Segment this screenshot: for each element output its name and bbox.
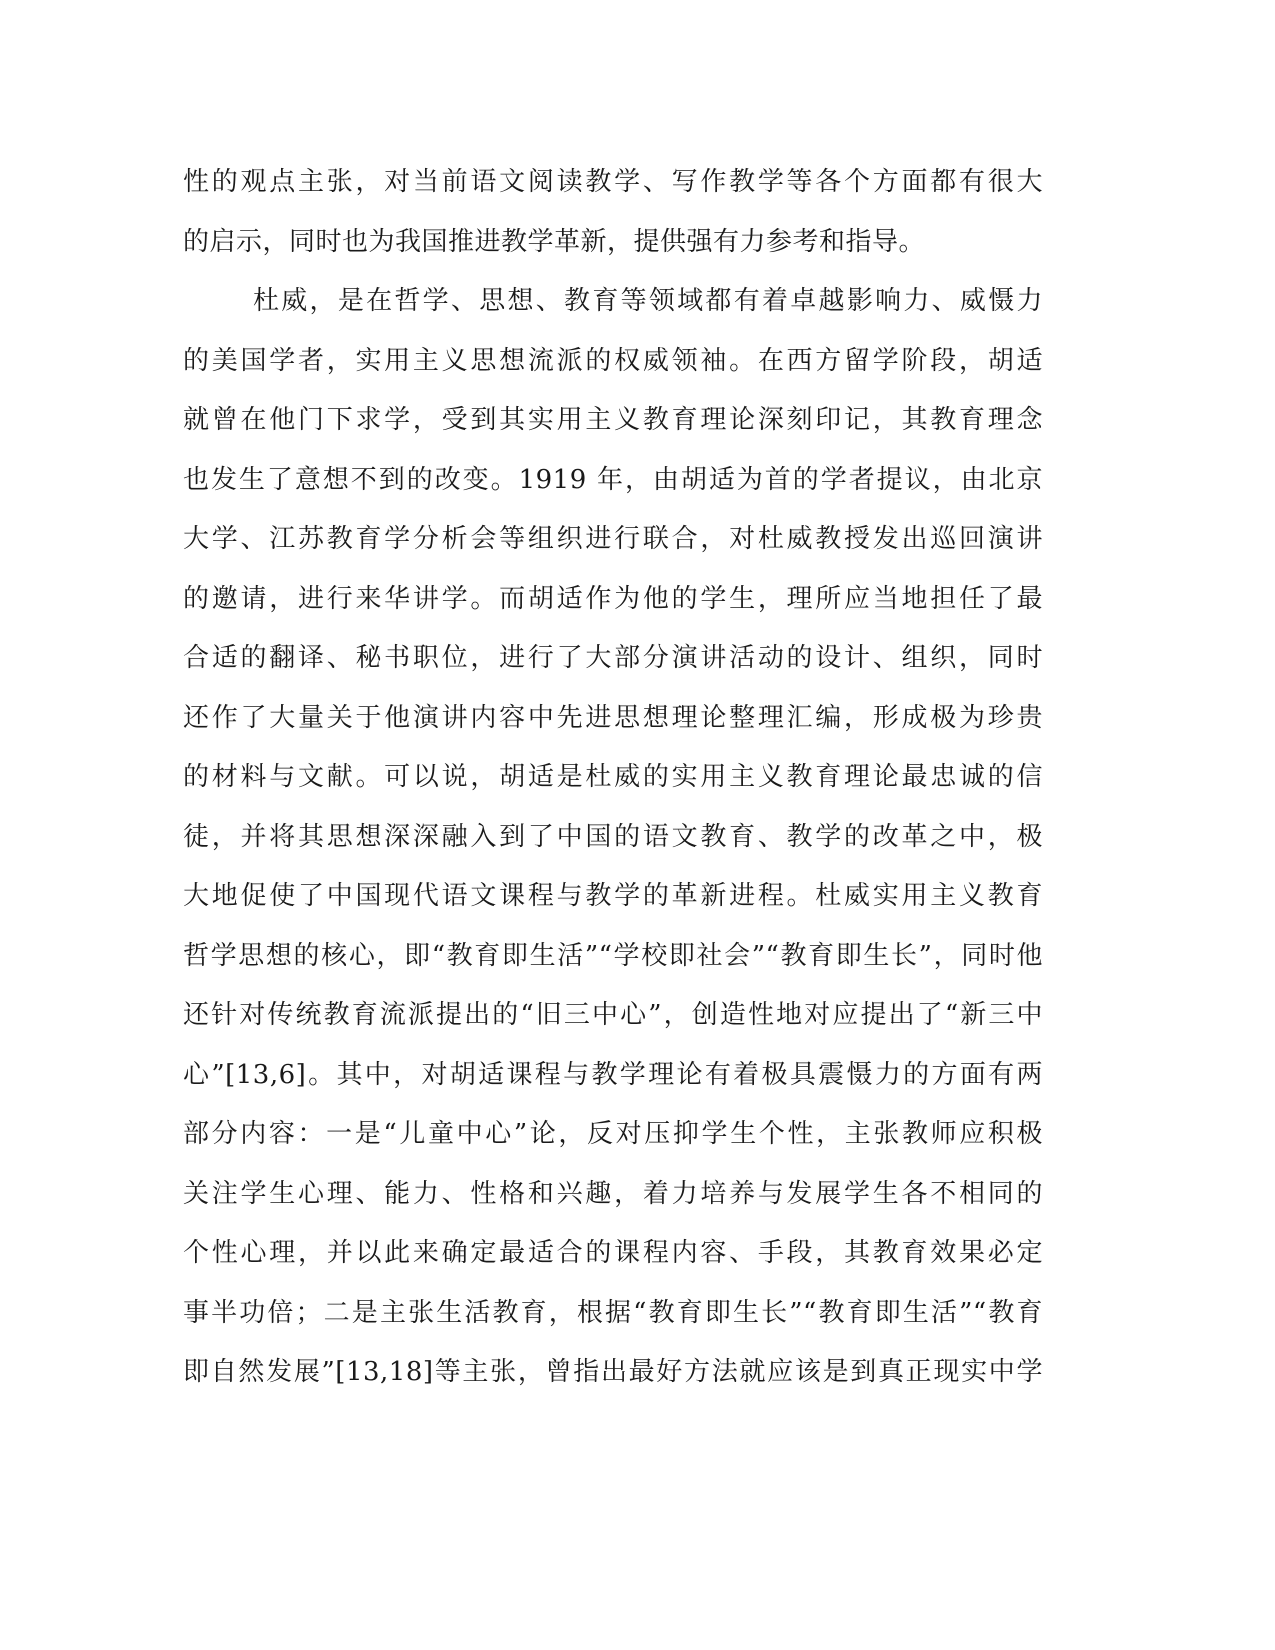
paragraph-first-line: 杜威，是在哲学、思想、教育等领域都有着卓越影响力、威慑力 [253,286,1043,316]
body-text [183,153,1043,1403]
text-line: 部分内容：一是“儿童中心”论，反对压抑学生个性，主张教师应积极 [183,1119,1043,1149]
text-line: 大地促使了中国现代语文课程与教学的革新进程。杜威实用主义教育 [183,881,1043,911]
text-line: 的美国学者，实用主义思想流派的权威领袖。在西方留学阶段，胡适 [183,345,1043,376]
text-line: 心”[13,6]。其中，对胡适课程与教学理论有着极具震慑力的方面有两 [183,1059,1043,1090]
text-line: 事半功倍；二是主张生活教育，根据“教育即生长”“教育即生活”“教育 [183,1297,1043,1328]
text-line: 的材料与文献。可以说，胡适是杜威的实用主义教育理论最忠诚的信 [183,762,1043,792]
text-line: 的启示，同时也为我国推进教学革新，提供强有力参考和指导。 [183,226,926,257]
text-line: 关注学生心理、能力、性格和兴趣，着力培养与发展学生各不相同的 [183,1178,1043,1209]
text-line: 的邀请，进行来华讲学。而胡适作为他的学生，理所应当地担任了最 [183,583,1043,614]
text-line: 还针对传统教育流派提出的“旧三中心”，创造性地对应提出了“新三中 [183,1000,1043,1030]
text-line: 徒，并将其思想深深融入到了中国的语文教育、教学的改革之中，极 [183,821,1043,852]
text-line: 个性心理，并以此来确定最适合的课程内容、手段，其教育效果必定 [183,1238,1043,1268]
text-line: 还作了大量关于他演讲内容中先进思想理论整理汇编，形成极为珍贵 [183,702,1043,733]
text-line: 即自然发展”[13,18]等主张，曾指出最好方法就应该是到真正现实中学 [183,1357,1043,1387]
text-line: 性的观点主张，对当前语文阅读教学、写作教学等各个方面都有很大 [183,167,1043,197]
text-line: 合适的翻译、秘书职位，进行了大部分演讲活动的设计、组织，同时 [183,643,1043,673]
text-line: 哲学思想的核心，即“教育即生活”“学校即社会”“教育即生长”，同时他 [183,940,1043,971]
text-line: 大学、江苏教育学分析会等组织进行联合，对杜威教授发出巡回演讲 [183,524,1043,554]
text-line: 就曾在他门下求学，受到其实用主义教育理论深刻印记，其教育理念 [183,405,1043,435]
text-line: 也发生了意想不到的改变。1919 年，由胡适为首的学者提议，由北京 [183,464,1043,495]
